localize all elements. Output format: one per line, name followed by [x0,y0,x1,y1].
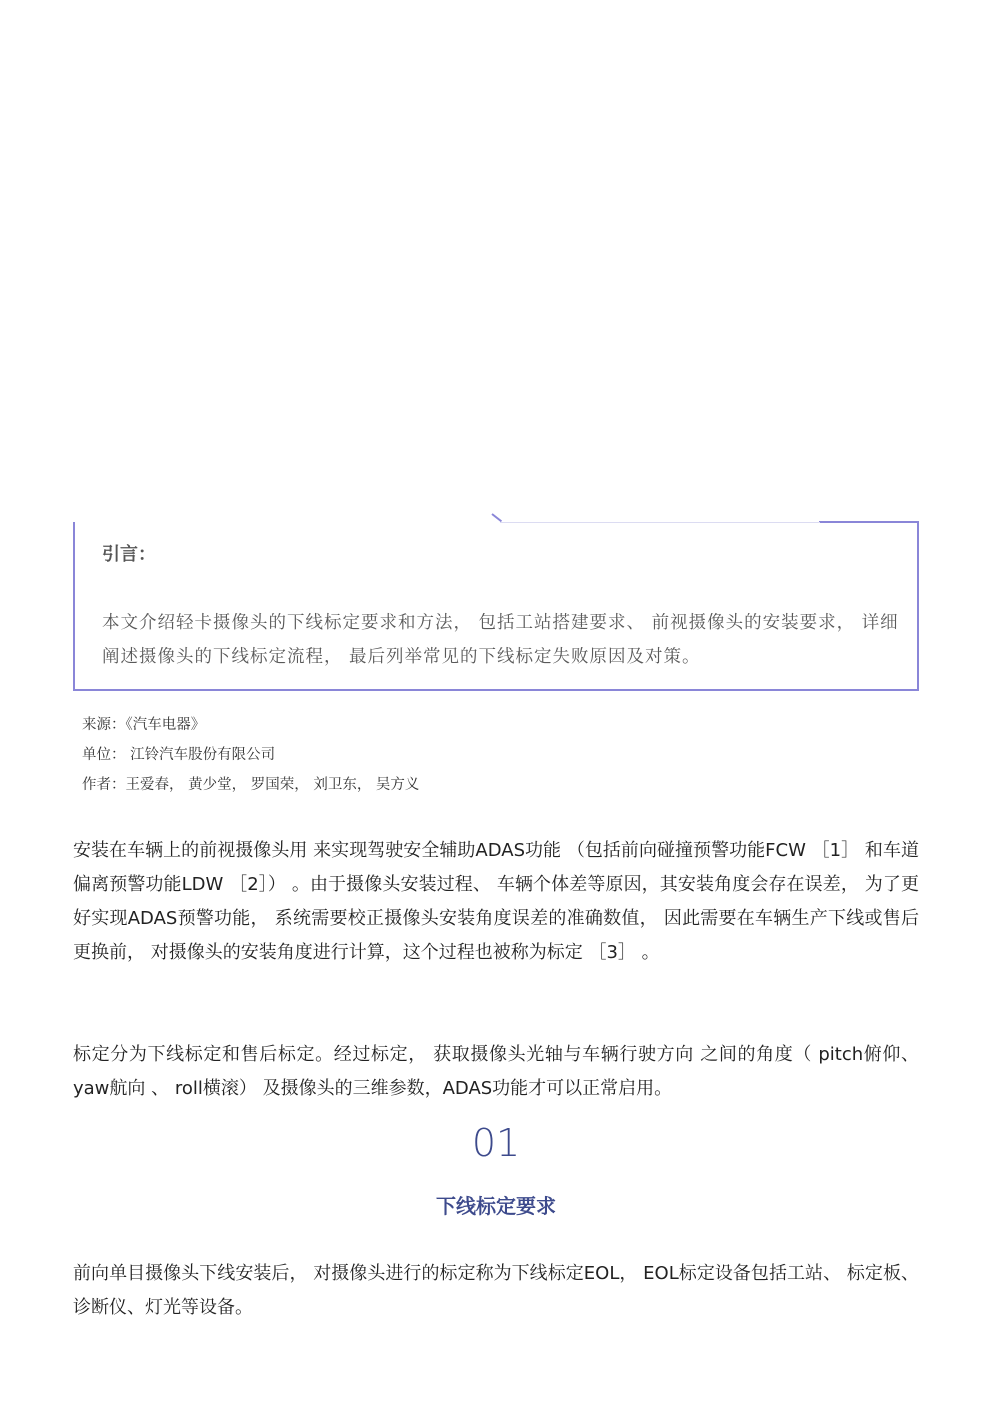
abstract-box [73,522,919,691]
abstract-title: 引言： [102,544,156,565]
abstract-text: 本文介绍轻卡摄像头的下线标定要求和方法， 包括工站搭建要求、 前视摄像头的安装要求， 详细阐述摄像头的下线标定流程， 最后列举常见的下线标定失败原因及对策。 [102,613,899,667]
section-paragraph: 前向单目摄像头下线安装后， 对摄像头进行的标定称为下线标定EOL， EOL标定设备包括工站、 标定板、 诊断仪、灯光等设备。 [73,1263,919,1318]
abstract-box-decoration [491,513,502,522]
meta-unit: 单位： 江铃汽车股份有限公司 [82,747,276,763]
body-paragraph-2: 标定分为下线标定和售后标定。经过标定， 获取摄像头光轴与车辆行驶方向 之间的角度（ pitch俯仰、 yaw航向 、 roll横滚） 及摄像头的三维参数，ADAS功能才可以正常启用。 [73,1044,919,1099]
abstract-box-top-line [819,521,919,523]
body-paragraph-1: 安装在车辆上的前视摄像头用 来实现驾驶安全辅助ADAS功能 （包括前向碰撞预警功能FCW ［1］ 和车道偏离预警功能LDW ［2］） 。由于摄像头安装过程、 车辆个体差等原因，其安装角度会存在误差， 为了更好实现ADAS预警功能， 系统需要校正摄像头安装角度误差的准确数值， 因此需要在车辆生产下线或售后更换前， 对摄像头的安装角度进行计算，这个过程也被称为标定 ［3］ 。 [73,840,919,963]
abstract-box-top-line-faint [500,522,820,523]
section-number: 01 [471,1121,521,1165]
meta-source: 来源：《汽车电器》 [82,717,206,733]
meta-authors: 作者：王爱春， 黄少堂， 罗国荣， 刘卫东， 吴方义 [82,777,420,793]
section-title: 下线标定要求 [436,1194,556,1218]
